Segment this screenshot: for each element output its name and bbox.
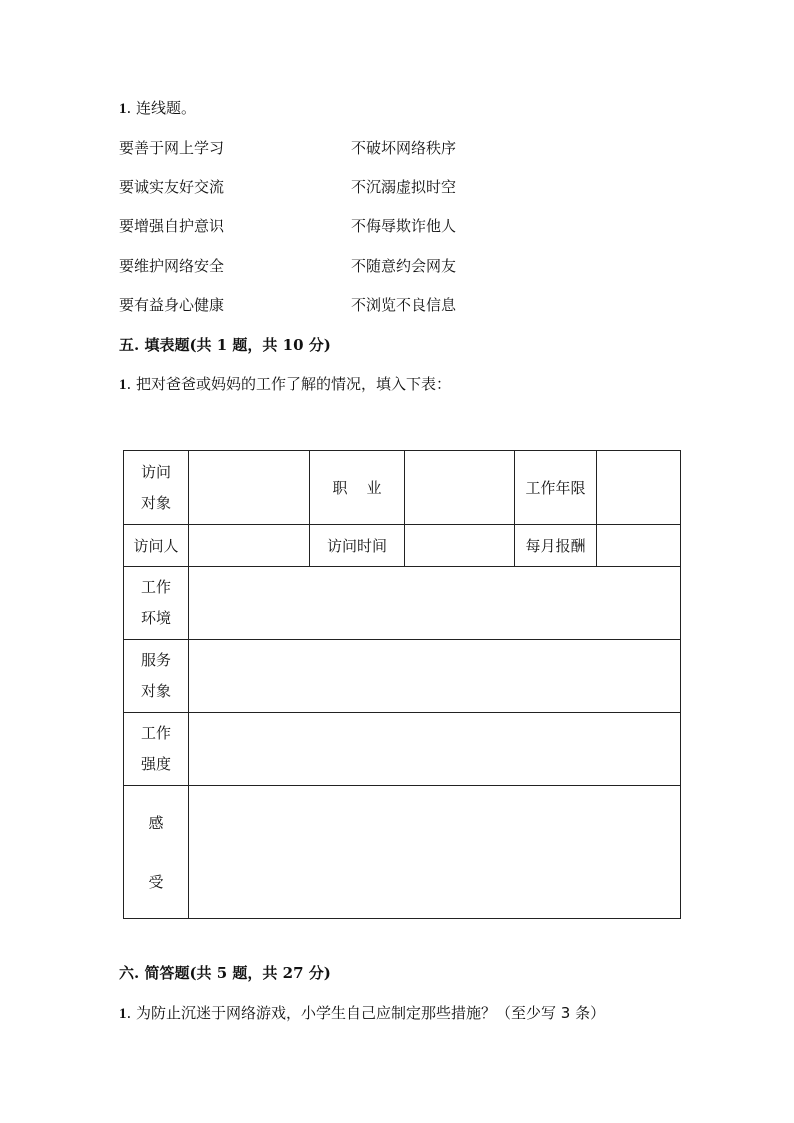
- label-line: 对象: [140, 493, 171, 512]
- match-left-item: 要维护网络安全: [119, 257, 225, 275]
- feelings-cell[interactable]: [189, 786, 681, 919]
- question-number: 1: [119, 1006, 127, 1022]
- label-line: 环境: [140, 609, 171, 627]
- label-line: 对象: [140, 682, 171, 700]
- table-row: [124, 451, 681, 525]
- interviewee-cell[interactable]: [189, 451, 310, 525]
- work-environment-cell[interactable]: [189, 567, 681, 640]
- service-target-label: [124, 640, 189, 713]
- occupation-label: 职 业: [310, 451, 405, 525]
- label-line: 受: [148, 873, 164, 891]
- work-environment-label: [124, 567, 189, 640]
- match-right-item: 不浏览不良信息: [351, 296, 457, 314]
- label-line: 工作: [140, 578, 171, 596]
- table-row: [124, 713, 681, 786]
- match-right-item: 不沉溺虚拟时空: [351, 178, 457, 196]
- question-6-1-title: [119, 1002, 605, 1023]
- match-left-item: 要增强自护意识: [119, 217, 225, 235]
- match-left-item: 要有益身心健康: [119, 296, 225, 314]
- feelings-label: [124, 786, 189, 919]
- table-row: [124, 786, 681, 919]
- question-text: . 把对爸爸或妈妈的工作了解的情况，填入下表：: [126, 375, 452, 393]
- visit-time-label: 访问时间: [310, 525, 405, 567]
- service-target-cell[interactable]: [189, 640, 681, 713]
- label-line: 工作: [140, 724, 171, 742]
- visitor-cell[interactable]: [189, 525, 310, 567]
- monthly-pay-label: 每月报酬: [515, 525, 597, 567]
- question-5-1-title: [119, 373, 451, 394]
- match-right-item: 不侮辱欺诈他人: [351, 217, 457, 235]
- question-1-title: [119, 97, 196, 118]
- question-number: 1: [119, 377, 127, 393]
- job-survey-table: [123, 450, 681, 919]
- match-left-item: 要诚实友好交流: [119, 178, 225, 196]
- match-right-item: 不随意约会网友: [351, 257, 457, 275]
- interviewee-label: [124, 451, 189, 525]
- label-line: 感: [148, 814, 164, 832]
- match-right-item: 不破坏网络秩序: [351, 139, 457, 157]
- label-line: 服务: [140, 651, 171, 669]
- match-left-item: 要善于网上学习: [119, 139, 225, 157]
- question-text: . 为防止沉迷于网络游戏，小学生自己应制定那些措施？（至少写 3 条）: [126, 1004, 606, 1022]
- table-row: [124, 525, 681, 567]
- question-text: . 连线题。: [126, 99, 197, 117]
- work-intensity-label: [124, 713, 189, 786]
- occupation-cell[interactable]: [405, 451, 515, 525]
- label-line: 强度: [140, 755, 171, 773]
- monthly-pay-cell[interactable]: [597, 525, 681, 567]
- work-years-cell[interactable]: [597, 451, 681, 525]
- section-5-heading: 五. 填表题(共 1 题，共 10 分): [119, 336, 331, 354]
- visit-time-cell[interactable]: [405, 525, 515, 567]
- work-intensity-cell[interactable]: [189, 713, 681, 786]
- table-row: [124, 567, 681, 640]
- visitor-label: 访问人: [124, 525, 189, 567]
- section-6-heading: 六. 简答题(共 5 题，共 27 分): [119, 964, 331, 982]
- question-number: 1: [119, 101, 127, 117]
- label-line: 访问: [140, 462, 171, 481]
- table-row: [124, 640, 681, 713]
- work-years-label: 工作年限: [515, 451, 597, 525]
